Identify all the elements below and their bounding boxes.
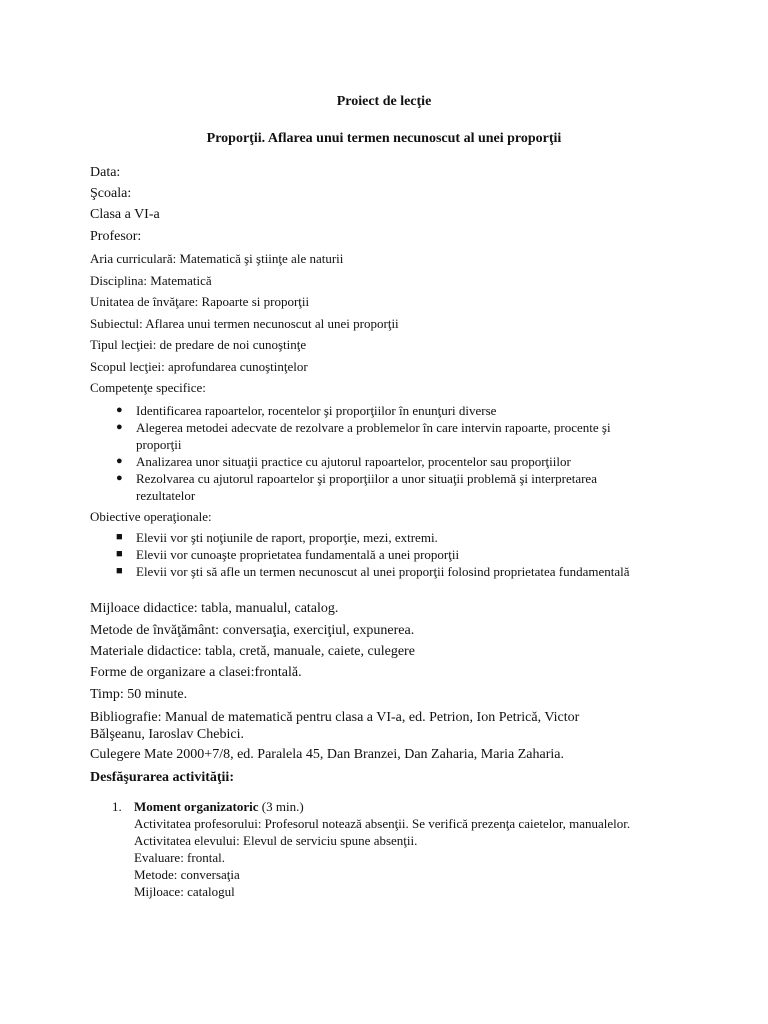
step-line: Activitatea profesorului: Profesorul notează absenţii. Se verifică prezenţa caietelor, manualelor.: [134, 816, 631, 831]
step-line: Mijloace: catalogul: [134, 884, 235, 899]
bullet-icon: ●: [116, 404, 123, 416]
list-item: ● Identificarea rapoartelor, rocentelor şi proporţiilor în enunţuri diverse: [116, 403, 497, 418]
bullet-icon: ●: [116, 455, 123, 467]
list-item: ● Analizarea unor situaţii practice cu ajutorul rapoartelor, procentelor sau proporţiilor: [116, 454, 571, 469]
field-scoala: Şcoala:: [90, 186, 132, 201]
field-tipul-lectiei: Tipul lecţiei: de predare de noi cunoştinţe: [90, 337, 307, 352]
mijloace-didactice: Mijloace didactice: tabla, manualul, catalog.: [90, 601, 339, 616]
square-bullet-icon: ■: [116, 565, 123, 577]
step-line: Evaluare: frontal.: [134, 850, 225, 865]
list-item: ● Alegerea metodei adecvate de rezolvare a problemelor în care intervin rapoarte, procente şi proporţii: [116, 420, 611, 452]
forme-organizare: Forme de organizare a clasei:frontală.: [90, 665, 302, 680]
step-title: Moment organizatoric: [134, 799, 259, 814]
field-disciplina: Disciplina: Matematică: [90, 273, 212, 288]
field-scopul-lectiei: Scopul lecţiei: aprofundarea cunoştinţelor: [90, 359, 308, 374]
field-data: Data:: [90, 165, 121, 180]
square-bullet-icon: ■: [116, 531, 123, 543]
step-number: 1.: [112, 799, 122, 814]
list-item: ■ Elevii vor şti noţiunile de raport, proporţie, mezi, extremi.: [116, 530, 438, 545]
step-duration: (3 min.): [258, 799, 304, 814]
obiective-label: Obiective operaţionale:: [90, 509, 212, 524]
culegere: Culegere Mate 2000+7/8, ed. Paralela 45, Dan Branzei, Dan Zaharia, Maria Zaharia.: [90, 747, 564, 762]
square-bullet-icon: ■: [116, 548, 123, 560]
step-line: Metode: conversaţia: [134, 867, 240, 882]
field-clasa: Clasa a VI-a: [90, 207, 160, 222]
bullet-icon: ●: [116, 472, 123, 484]
lesson-subtitle: Proporţii. Aflarea unui termen necunoscut al unei proporţii: [206, 131, 562, 146]
step-moment-organizatoric: [112, 798, 632, 900]
competente-list: [0, 402, 768, 504]
field-competente-label: Competenţe specifice:: [90, 380, 206, 395]
page-title: Proiect de lecţie: [336, 94, 432, 109]
step-line: Activitatea elevului: Elevul de serviciu spune absenţii.: [134, 833, 418, 848]
field-aria-curriculara: Aria curriculară: Matematică şi ştiinţe ale naturii: [90, 251, 344, 266]
timp: Timp: 50 minute.: [90, 687, 188, 702]
field-profesor: Profesor:: [90, 229, 142, 244]
bibliografie: Bibliografie: Manual de matematică pentru clasa a VI-a, ed. Petrion, Ion Petrică, Victor Bălşeanu, Iaroslav Chebici.: [90, 710, 580, 742]
field-subiectul: Subiectul: Aflarea unui termen necunoscut al unei proporţii: [90, 316, 399, 331]
desfasurare-heading: Desfăşurarea activităţii:: [90, 770, 234, 785]
list-item: ■ Elevii vor cunoaşte proprietatea fundamentală a unei proporţii: [116, 547, 460, 562]
list-item: ● Rezolvarea cu ajutorul rapoartelor şi proporţiilor a unor situaţii problemă şi interpretarea rezultatelor: [116, 471, 597, 503]
list-item: ■ Elevii vor şti să afle un termen necunoscut al unei proporţii folosind proprietatea fundamentală: [116, 564, 630, 579]
obiective-list: [0, 529, 768, 580]
materiale-didactice: Materiale didactice: tabla, cretă, manuale, caiete, culegere: [90, 644, 415, 659]
metode-invatamant: Metode de învăţământ: conversaţia, exerciţiul, expunerea.: [90, 623, 415, 638]
bullet-icon: ●: [116, 421, 123, 433]
step-title-line: [134, 798, 632, 815]
field-unitatea: Unitatea de învăţare: Rapoarte si proporţii: [90, 294, 310, 309]
